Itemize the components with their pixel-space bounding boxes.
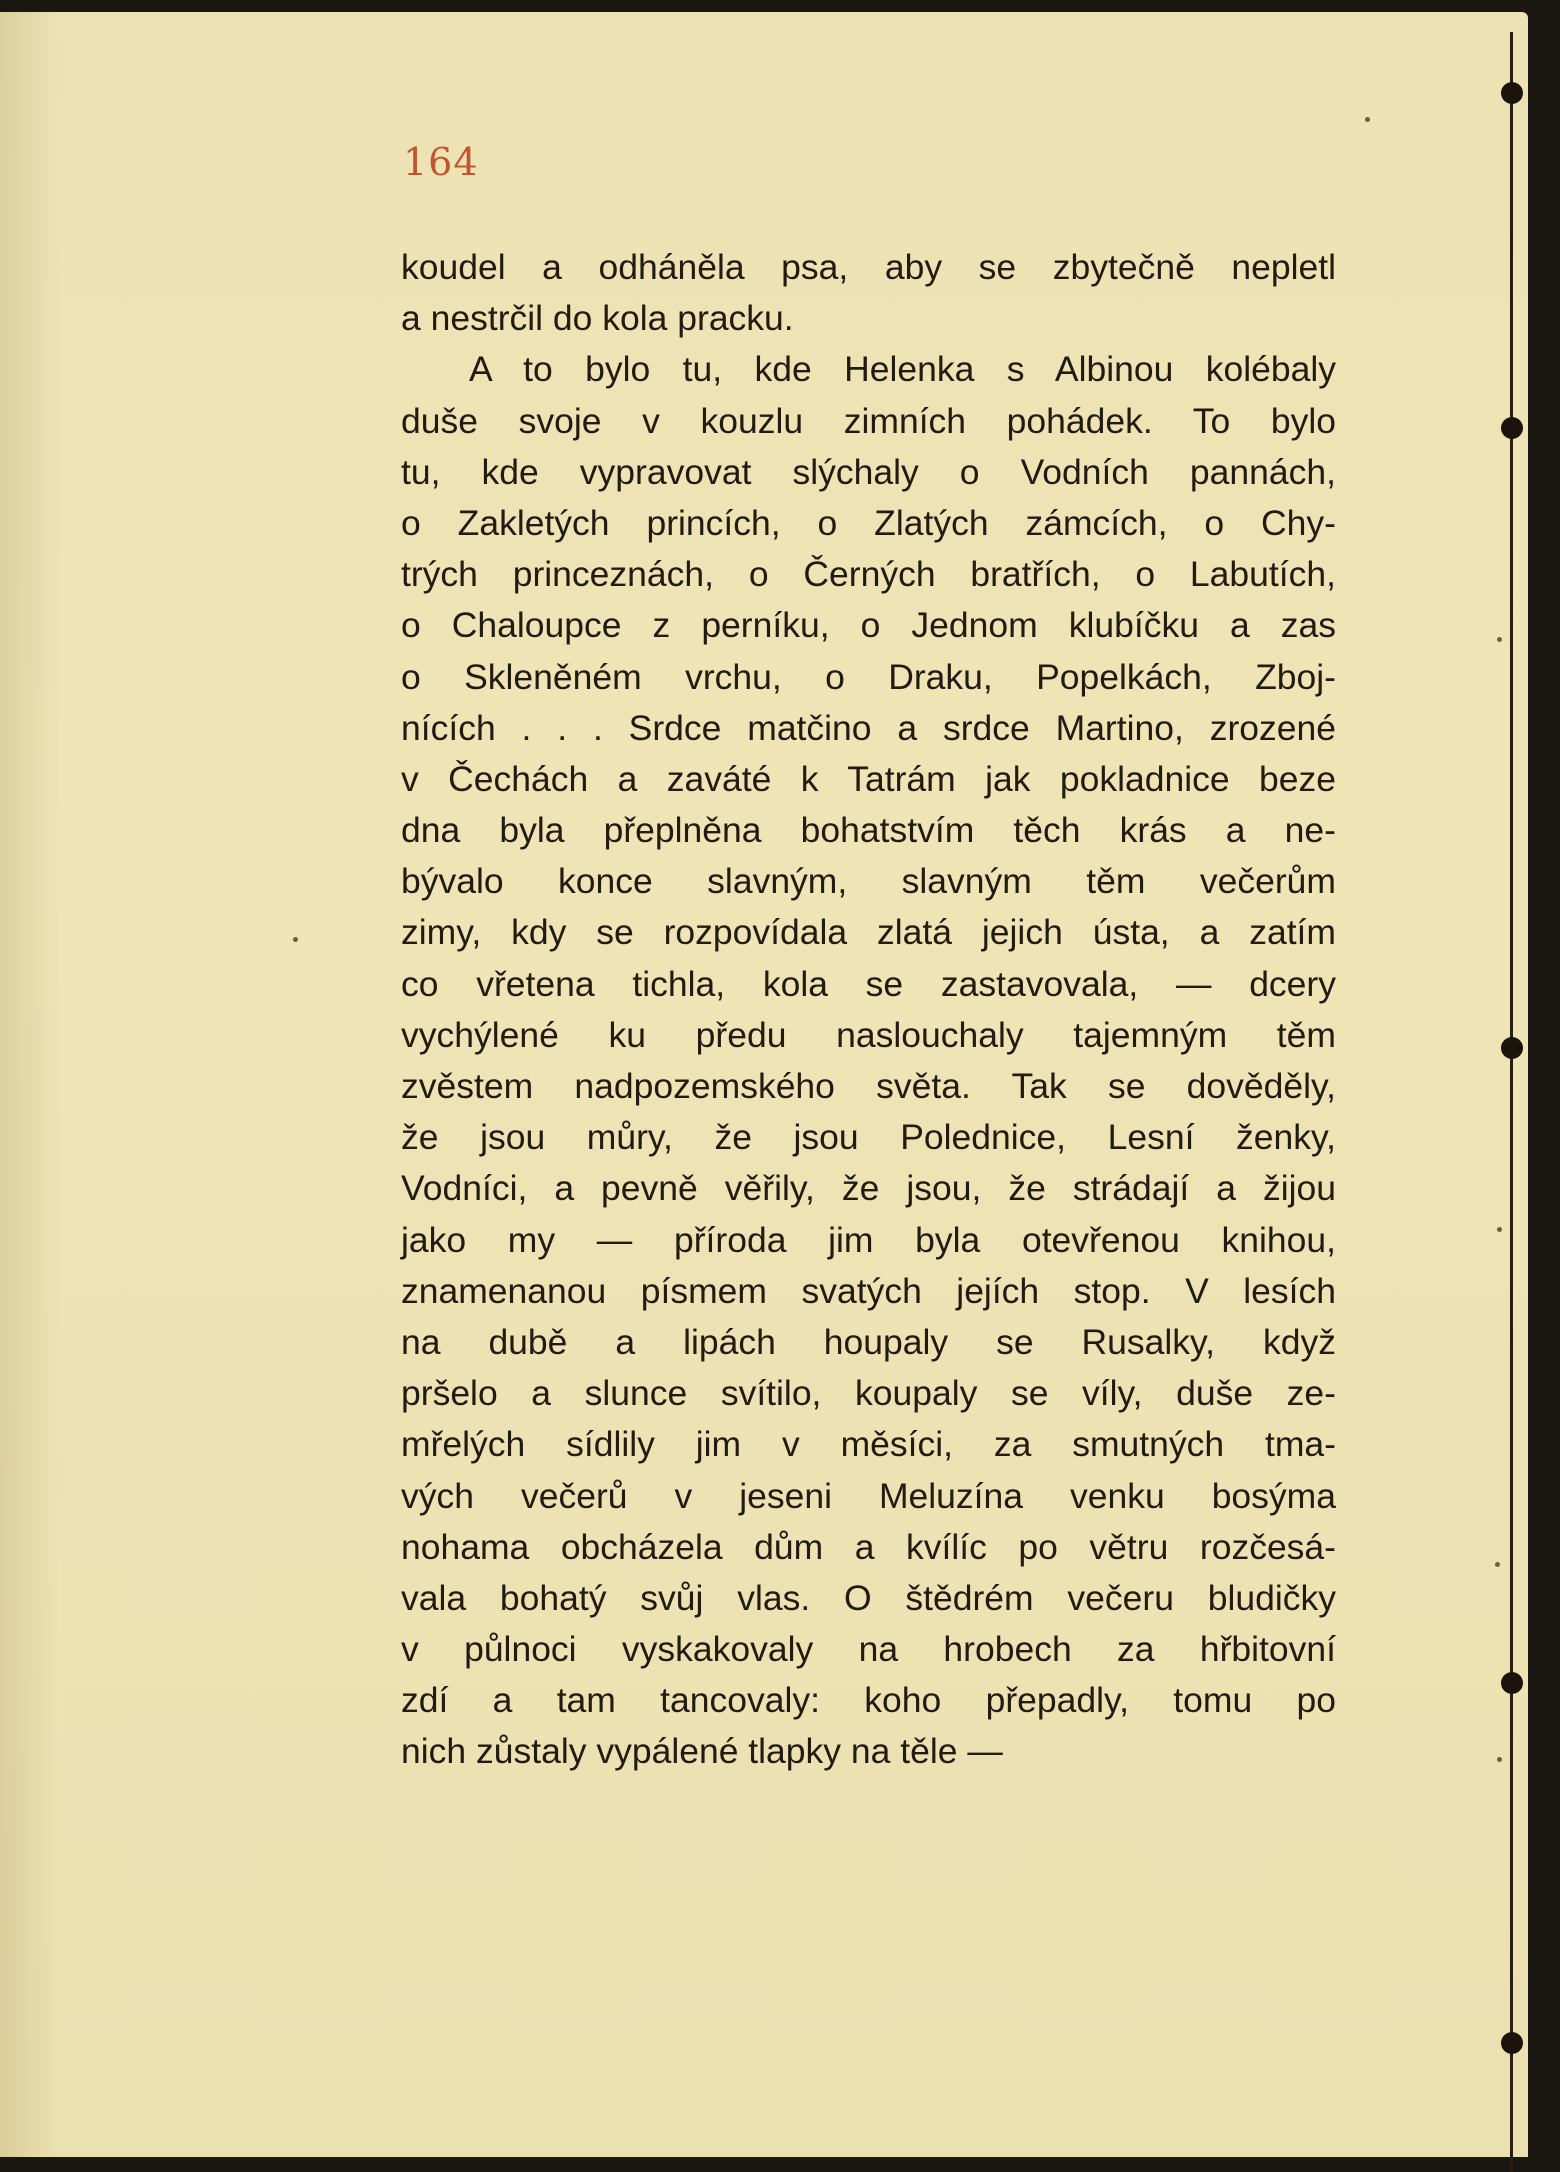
text-line: mřelých sídlily jim v měsíci, za smutných tma- [401, 1424, 1336, 1465]
paper-speck [293, 937, 298, 942]
book-page [0, 12, 1528, 2157]
paper-speck [1497, 637, 1502, 642]
text-line: nohama obcházela dům a kvílíc po větru rozčesá- [401, 1526, 1336, 1567]
text-line: dna byla přeplněna bohatstvím těch krás a ne- [401, 810, 1336, 851]
text-line: že jsou můry, že jsou Polednice, Lesní ženky, [401, 1117, 1336, 1158]
text-line: vala bohatý svůj vlas. O štědrém večeru bludičky [401, 1577, 1336, 1618]
text-line: znamenanou písmem svatých jejích stop. V lesích [401, 1270, 1336, 1311]
text-line: pršelo a slunce svítilo, koupaly se víly, duše ze- [401, 1373, 1336, 1414]
text-line: vychýlené ku předu naslouchaly tajemným těm [401, 1014, 1336, 1055]
text-line: nících . . . Srdce matčino a srdce Martino, zrozené [401, 707, 1336, 748]
binding-knot [1501, 1037, 1523, 1059]
binding-edge [1506, 32, 1522, 2172]
text-line: o Zakletých princích, o Zlatých zámcích, o Chy- [401, 502, 1336, 543]
text-line: zdí a tam tancovaly: koho přepadly, tomu po [401, 1680, 1336, 1721]
paper-speck [1365, 117, 1370, 122]
text-line: v Čechách a zaváté k Tatrám jak pokladnice beze [401, 758, 1336, 799]
text-line: zimy, kdy se rozpovídala zlatá jejich ústa, a zatím [401, 912, 1336, 953]
text-line: jako my — příroda jim byla otevřenou knihou, [401, 1219, 1336, 1260]
body-text [401, 242, 1336, 1778]
text-line: a nestrčil do kola pracku. [401, 298, 794, 339]
paper-speck [1495, 1562, 1500, 1567]
text-line: bývalo konce slavným, slavným těm večerům [401, 861, 1336, 902]
binding-knot [1501, 82, 1523, 104]
text-line: zvěstem nadpozemského světa. Tak se dověděly, [401, 1066, 1336, 1106]
text-line: A to bylo tu, kde Helenka s Albinou kolébaly [469, 349, 1336, 390]
paper-speck [1497, 1227, 1502, 1232]
text-line: nich zůstaly vypálené tlapky na těle — [401, 1731, 1003, 1772]
text-line: co vřetena tichla, kola se zastavovala, — dcery [401, 963, 1336, 1004]
text-line: koudel a odháněla psa, aby se zbytečně nepletl [401, 247, 1336, 287]
text-line: vých večerů v jeseni Meluzína venku bosýma [401, 1475, 1336, 1516]
text-line: duše svoje v kouzlu zimních pohádek. To bylo [401, 400, 1336, 441]
text-line: o Chaloupce z perníku, o Jednom klubíčku a zas [401, 605, 1336, 646]
text-line: v půlnoci vyskakovaly na hrobech za hřbitovní [401, 1629, 1336, 1670]
binding-knot [1501, 2032, 1523, 2054]
text-line: trých princeznách, o Černých bratřích, o Labutích, [401, 554, 1336, 595]
page-number: 164 [403, 140, 479, 184]
text-line: tu, kde vypravovat slýchaly o Vodních pannách, [401, 451, 1336, 492]
binding-knot [1501, 417, 1523, 439]
binding-knot [1501, 1672, 1523, 1694]
binding-thread [1510, 32, 1513, 2172]
text-line: o Skleněném vrchu, o Draku, Popelkách, Zboj- [401, 656, 1336, 697]
text-line: Vodníci, a pevně věřily, že jsou, že strádají a žijou [401, 1168, 1336, 1209]
paper-speck [1497, 1757, 1502, 1762]
text-line: na dubě a lipách houpaly se Rusalky, když [401, 1321, 1336, 1362]
